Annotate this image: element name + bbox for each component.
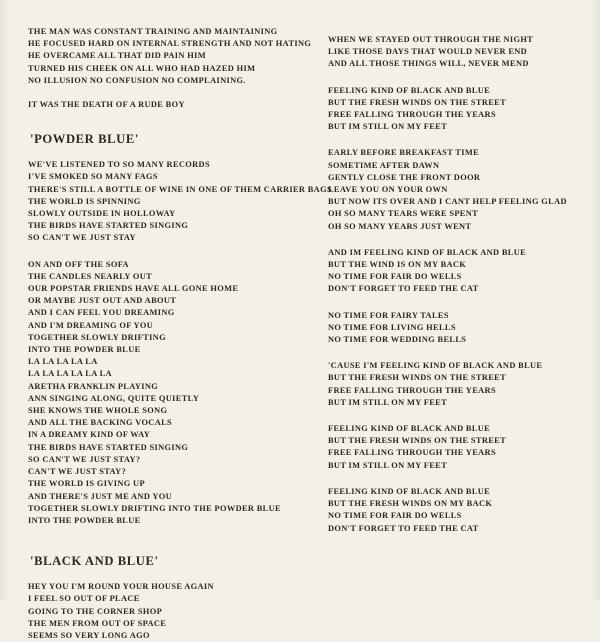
powder-blue-verse-2	[22, 259, 304, 527]
lyric-line: IT WAS THE DEATH OF A RUDE BOY	[28, 100, 185, 110]
powder-blue-verse-2-lines	[28, 259, 304, 527]
lyric-line: HEY YOU I'M ROUND YOUR HOUSE AGAIN	[28, 582, 214, 592]
right-verse-2-lines	[328, 85, 578, 134]
lyric-line: BUT NOW ITS OVER AND I CANT HELP FEELING GLAD	[328, 197, 567, 207]
two-column-layout	[22, 26, 578, 642]
lyric-line: BUT THE FRESH WINDS ON MY BACK	[328, 499, 493, 509]
black-and-blue-verse-1	[22, 581, 304, 642]
lyric-line: FEELING KIND OF BLACK AND BLUE	[328, 85, 491, 95]
right-verse-4-lines	[328, 247, 578, 296]
lyric-line: SEEMS SO VERY LONG AGO	[28, 630, 150, 640]
lyric-line: I FEEL SO OUT OF PLACE	[28, 594, 140, 604]
lyric-line: SOMETIME AFTER DAWN	[328, 160, 440, 170]
spacer	[22, 245, 304, 259]
lyric-line: GENTLY CLOSE THE FRONT DOOR	[328, 172, 481, 182]
lyric-line: FREE FALLING THROUGH THE YEARS	[328, 110, 496, 120]
lyric-line: AND THERE'S JUST ME AND YOU	[28, 491, 173, 501]
lyric-line: TURNED HIS CHEEK ON ALL WHO HAD HAZED HIM	[28, 63, 256, 73]
lyric-line: NO TIME FOR LIVING HELLS	[328, 322, 456, 332]
right-verse-6-lines	[328, 360, 578, 409]
right-verse-8	[328, 486, 578, 535]
right-verse-1-lines	[328, 34, 578, 71]
lyric-line: SLOWLY OUTSIDE IN HOLLOWAY	[28, 209, 176, 219]
lyric-line: FREE FALLING THROUGH THE YEARS	[328, 385, 496, 395]
lyric-line: THE CANDLES NEARLY OUT	[28, 271, 153, 281]
lyric-line: TOGETHER SLOWLY DRIFTING INTO THE POWDER BLUE	[28, 503, 281, 513]
lyric-line: ARETHA FRANKLIN PLAYING	[28, 381, 159, 391]
lyric-line: FEELING KIND OF BLACK AND BLUE	[328, 424, 491, 434]
lyric-line: THERE'S STILL A BOTTLE OF WINE IN ONE OF THEM CARRIER BAGS	[28, 184, 332, 194]
lyric-line: THE WORLD IS SPINNING	[28, 196, 141, 206]
lyric-line: THE BIRDS HAVE STARTED SINGING	[28, 442, 189, 452]
lyric-line: LA LA LA LA LA LA	[28, 369, 112, 379]
lyric-line: SO CAN'T WE JUST STAY?	[28, 454, 141, 464]
lyric-line: FEELING KIND OF BLACK AND BLUE	[328, 486, 491, 496]
lyric-line: DON'T FORGET TO FEED THE CAT	[328, 284, 479, 294]
lyric-line: LIKE THOSE DAYS THAT WOULD NEVER END	[328, 47, 528, 57]
song-title-black-and-blue: 'BLACK AND BLUE'	[30, 554, 159, 569]
intro-verse-block	[22, 26, 312, 87]
lyric-line: OR MAYBE JUST OUT AND ABOUT	[28, 296, 177, 306]
spacer	[328, 409, 578, 423]
lyric-line: SHE KNOWS THE WHOLE SONG	[28, 406, 168, 416]
right-verse-7-lines	[328, 423, 578, 472]
lyric-line: BUT IM STILL ON MY FEET	[328, 397, 448, 407]
powder-blue-verse-1	[22, 159, 332, 244]
lyric-line: THE WORLD IS GIVING UP	[28, 479, 145, 489]
spacer	[328, 472, 578, 486]
lyric-line: BUT THE FRESH WINDS ON THE STREET	[328, 436, 507, 446]
lyric-line: INTO THE POWDER BLUE	[28, 515, 141, 525]
lyric-line: THE MEN FROM OUT OF SPACE	[28, 618, 167, 628]
intro-closing-lines	[28, 99, 304, 111]
lyric-line: NO TIME FOR FAIR DO WELLS	[328, 511, 462, 521]
lyric-line: SO CAN'T WE JUST STAY	[28, 233, 136, 243]
spacer	[328, 133, 578, 147]
right-verse-6	[328, 360, 578, 409]
lyric-line: INTO THE POWDER BLUE	[28, 345, 141, 355]
lyric-line: TOGETHER SLOWLY DRIFTING	[28, 332, 166, 342]
spacer	[328, 233, 578, 247]
lyric-line: LEAVE YOU ON YOUR OWN	[328, 185, 448, 195]
spacer	[328, 296, 578, 310]
lyric-line: IN A DREAMY KIND OF WAY	[28, 430, 151, 440]
lyric-line: WE'VE LISTENED TO SO MANY RECORDS	[28, 160, 210, 170]
lyric-line: OUR POPSTAR FRIENDS HAVE ALL GONE HOME	[28, 284, 239, 294]
lyric-line: GOING TO THE CORNER SHOP	[28, 606, 163, 616]
lyric-line: WHEN WE STAYED OUT THROUGH THE NIGHT	[328, 35, 534, 44]
lyric-line: OH SO MANY TEARS WERE SPENT	[328, 209, 479, 219]
lyric-line: NO TIME FOR FAIRY TALES	[328, 310, 449, 320]
right-verse-2	[328, 85, 578, 134]
song-title-powder-blue: 'POWDER BLUE'	[30, 132, 139, 147]
right-verse-5	[328, 310, 578, 347]
lyric-line: DON'T FORGET TO FEED THE CAT	[328, 523, 479, 533]
lyric-line: OH SO MANY YEARS JUST WENT	[328, 221, 472, 231]
lyric-line: AND I CAN FEEL YOU DREAMING	[28, 308, 175, 318]
right-verse-8-lines	[328, 486, 578, 535]
lyric-line: THE BIRDS HAVE STARTED SINGING	[28, 221, 189, 231]
lyric-line: BUT IM STILL ON MY FEET	[328, 122, 448, 132]
lyric-line: NO TIME FOR FAIR DO WELLS	[328, 272, 462, 282]
intro-verse-lines	[28, 26, 312, 87]
lyric-line: HE OVERCAME ALL THAT DID PAIN HIM	[28, 51, 206, 61]
left-column	[22, 26, 332, 642]
lyric-line: AND ALL THE BACKING VOCALS	[28, 418, 173, 428]
right-verse-7	[328, 423, 578, 472]
spacer	[328, 71, 578, 85]
right-column	[328, 26, 578, 535]
lyric-line: LA LA LA LA LA	[28, 357, 98, 367]
lyric-line: CAN'T WE JUST STAY?	[28, 467, 127, 477]
spacer	[22, 87, 304, 99]
lyric-line: BUT THE FRESH WINDS ON THE STREET	[328, 373, 507, 383]
right-verse-3	[328, 147, 578, 232]
lyric-line: ANN SINGING ALONG, QUITE QUIETLY	[28, 393, 200, 403]
right-verse-3-lines	[328, 147, 578, 232]
lyric-line: THE MAN WAS CONSTANT TRAINING AND MAINTAINING	[28, 27, 278, 36]
lyric-line: AND IM FEELING KIND OF BLACK AND BLUE	[328, 247, 527, 257]
spacer	[328, 346, 578, 360]
lyric-line: NO TIME FOR WEDDING BELLS	[328, 335, 467, 345]
lyric-line: ON AND OFF THE SOFA	[28, 259, 129, 269]
right-verse-1	[328, 34, 578, 71]
powder-blue-verse-1-lines	[28, 159, 332, 244]
lyric-line: EARLY BEFORE BREAKFAST TIME	[328, 148, 480, 158]
lyric-line: BUT IM STILL ON MY FEET	[328, 460, 448, 470]
lyric-line: AND I'M DREAMING OF YOU	[28, 320, 154, 330]
black-and-blue-verse-1-lines	[28, 581, 304, 642]
lyric-line: BUT THE WIND IS ON MY BACK	[328, 260, 467, 270]
lyric-line: BUT THE FRESH WINDS ON THE STREET	[328, 97, 507, 107]
right-verse-5-lines	[328, 310, 578, 347]
intro-closing-block	[22, 99, 304, 111]
right-verse-4	[328, 247, 578, 296]
lyric-line: FREE FALLING THROUGH THE YEARS	[328, 448, 496, 458]
lyric-line: AND ALL THOSE THINGS WILL, NEVER MEND	[328, 59, 529, 69]
lyric-line: I'VE SMOKED SO MANY FAGS	[28, 172, 158, 182]
lyric-line: 'CAUSE I'M FEELING KIND OF BLACK AND BLUE	[328, 361, 543, 371]
lyric-line: HE FOCUSED HARD ON INTERNAL STRENGTH AND NOT HATING	[28, 39, 312, 49]
lyric-line: NO ILLUSION NO CONFUSION NO COMPLAINING.	[28, 75, 246, 85]
